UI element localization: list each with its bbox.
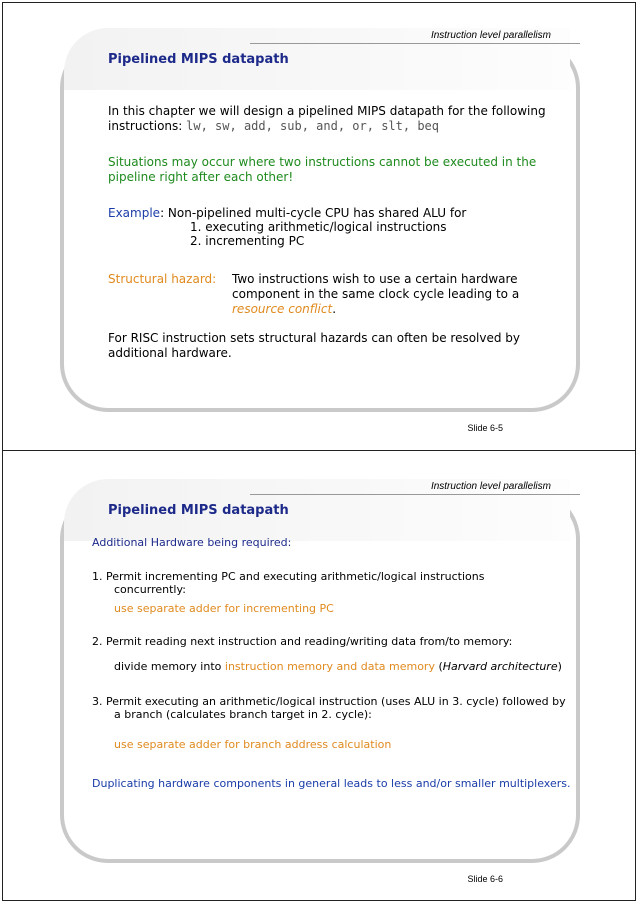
memory-split: instruction memory and data memory (224, 660, 435, 673)
slide-title: Pipelined MIPS datapath (108, 503, 289, 518)
hazard-period: . (332, 302, 337, 316)
example-line (108, 206, 466, 221)
example-label: Example (108, 206, 161, 220)
item-3-solution: use separate adder for branch address calculation (114, 738, 392, 751)
conclusion: Duplicating hardware components in general leads to less and/or smaller multiplexers. (92, 777, 571, 790)
section-label: Instruction level parallelism (430, 481, 551, 492)
item-1-line-2: concurrently: (114, 583, 186, 596)
item-2-prefix: divide memory into (114, 660, 225, 673)
hazard-line-2: component in the same clock cycle leading to a (232, 287, 520, 301)
item-1-solution: use separate adder for incrementing PC (114, 602, 334, 615)
intro-line-2 (108, 119, 439, 134)
hazard-line-3 (232, 302, 336, 317)
slide-6-5 (0, 0, 638, 451)
example-text: : Non-pipelined multi-cycle CPU has shared ALU for (160, 206, 467, 220)
slide-6-6 (0, 451, 638, 902)
risc-line-1: For RISC instruction sets structural hazards can often be resolved by (108, 331, 521, 345)
paren-open: ( (434, 660, 443, 673)
hazard-label: Structural hazard: (108, 272, 217, 286)
example-item-2: 2. incrementing PC (190, 234, 305, 248)
item-2-solution (114, 659, 562, 674)
section-label: Instruction level parallelism (430, 30, 551, 41)
example-item-1: 1. executing arithmetic/logical instructions (190, 220, 447, 234)
intro-prefix: instructions: (108, 119, 187, 133)
paren-close: ) (557, 660, 562, 673)
instruction-list: lw, sw, add, sub, and, or, slt, beq (186, 119, 440, 133)
item-3-line-1: 3. Permit executing an arithmetic/logical instruction (uses ALU in 3. cycle) followed by (92, 695, 566, 708)
harvard-term: Harvard architecture (442, 660, 558, 673)
slide-number: Slide 6-5 (467, 423, 503, 433)
risc-line-2: additional hardware. (108, 346, 232, 360)
intro-line-1: In this chapter we will design a pipelined MIPS datapath for the following (108, 104, 546, 118)
slide2-heading: Additional Hardware being required: (92, 536, 292, 549)
situation-line-2: pipeline right after each other! (108, 170, 294, 184)
situation-line-1: Situations may occur where two instructions cannot be executed in the (108, 155, 537, 169)
slide-title: Pipelined MIPS datapath (108, 52, 289, 67)
hazard-line-1: Two instructions wish to use a certain hardware (232, 272, 518, 286)
header-rule (250, 494, 580, 495)
slide-number: Slide 6-6 (467, 874, 503, 884)
item-3-line-2: a branch (calculates branch target in 2. cycle): (114, 708, 372, 721)
resource-conflict-term: resource conflict (232, 302, 333, 316)
item-1-line-1: 1. Permit incrementing PC and executing arithmetic/logical instructions (92, 570, 485, 583)
item-2-line-1: 2. Permit reading next instruction and reading/writing data from/to memory: (92, 635, 513, 648)
header-rule (250, 43, 580, 44)
